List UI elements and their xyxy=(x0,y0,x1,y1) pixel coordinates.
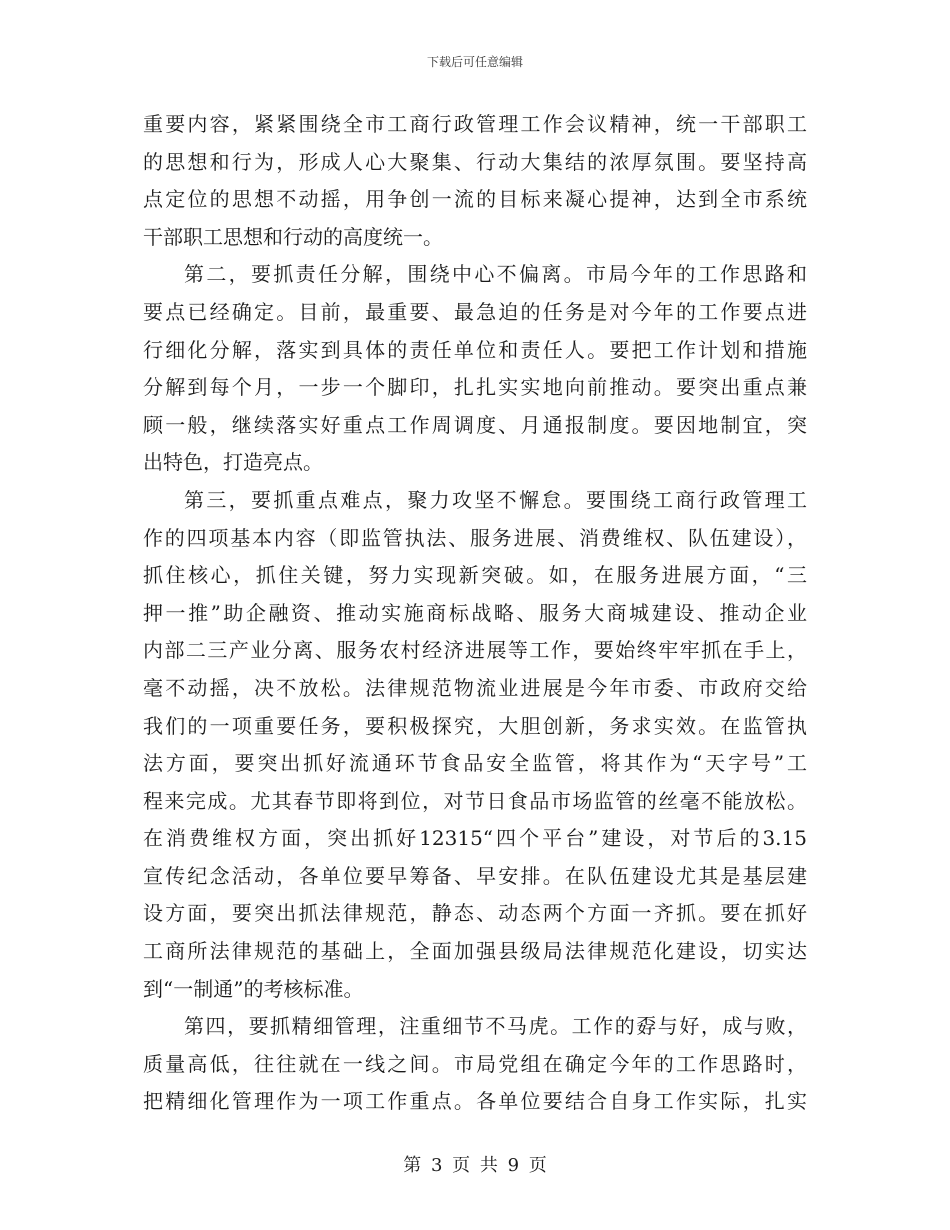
page-number: 第 3 页 共 9 页 xyxy=(403,1155,547,1176)
text-line: 我们的一项重要任务，要积极探究，大胆创新，务求实效。在监管执 xyxy=(143,713,807,738)
text-line: 在消费维权方面，突出抓好12315“四个平台”建设，对节后的3.15 xyxy=(143,826,807,851)
page-header: 下载后可任意编辑 xyxy=(426,55,523,69)
paragraph-first-line: 第二，要抓责任分解，围绕中心不偏离。市局今年的工作思路和 xyxy=(184,262,807,287)
text-line: 干部职工思想和行动的高度统一。 xyxy=(143,224,443,249)
paragraph-first-line: 第三，要抓重点难点，聚力攻坚不懈怠。要围绕工商行政管理工 xyxy=(184,487,807,512)
text-line: 抓住核心，抓住关键，努力实现新突破。如，在服务进展方面，“三 xyxy=(143,563,807,588)
text-line: 到“一制通”的考核标准。 xyxy=(143,976,364,1001)
text-line: 宣传纪念活动，各单位要早筹备、早安排。在队伍建设尤其是基层建 xyxy=(143,863,807,888)
text-line: 行细化分解，落实到具体的责任单位和责任人。要把工作计划和措施 xyxy=(143,337,807,362)
text-line: 内部二三产业分离、服务农村经济进展等工作，要始终牢牢抓在手上， xyxy=(143,638,807,663)
paragraph-first-line: 第四，要抓精细管理，注重细节不马虎。工作的孬与好，成与败， xyxy=(184,1014,807,1039)
text-line: 出特色，打造亮点。 xyxy=(143,450,323,475)
text-line: 顾一般，继续落实好重点工作周调度、月通报制度。要因地制宜，突 xyxy=(143,412,807,437)
text-line: 把精细化管理作为一项工作重点。各单位要结合自身工作实际，扎实 xyxy=(143,1089,807,1114)
text-line: 质量高低，往往就在一线之间。市局党组在确定今年的工作思路时， xyxy=(143,1051,807,1076)
text-line: 毫不动摇，决不放松。法律规范物流业进展是今年市委、市政府交给 xyxy=(143,675,807,700)
text-line: 的思想和行为，形成人心大聚集、行动大集结的浓厚氛围。要坚持高 xyxy=(143,149,807,174)
text-line: 重要内容，紧紧围绕全市工商行政管理工作会议精神，统一干部职工 xyxy=(143,112,807,136)
text-line: 程来完成。尤其春节即将到位，对节日食品市场监管的丝毫不能放松。 xyxy=(143,788,807,813)
text-line: 分解到每个月，一步一个脚印，扎扎实实地向前推动。要突出重点兼 xyxy=(143,375,807,400)
text-line: 点定位的思想不动摇，用争创一流的目标来凝心提神，达到全市系统 xyxy=(143,187,807,212)
text-line: 作的四项基本内容（即监管执法、服务进展、消费维权、队伍建设）， xyxy=(143,525,807,550)
text-line: 工商所法律规范的基础上，全面加强县级局法律规范化建设，切实达 xyxy=(143,939,807,964)
text-line: 押一推”助企融资、推动实施商标战略、服务大商城建设、推动企业 xyxy=(143,600,807,625)
text-line: 法方面，要突出抓好流通环节食品安全监管，将其作为“天字号”工 xyxy=(143,751,807,776)
text-line: 设方面，要突出抓法律规范，静态、动态两个方面一齐抓。要在抓好 xyxy=(143,901,807,926)
document-body xyxy=(143,106,807,1121)
text-line: 要点已经确定。目前，最重要、最急迫的任务是对今年的工作要点进 xyxy=(143,299,807,324)
